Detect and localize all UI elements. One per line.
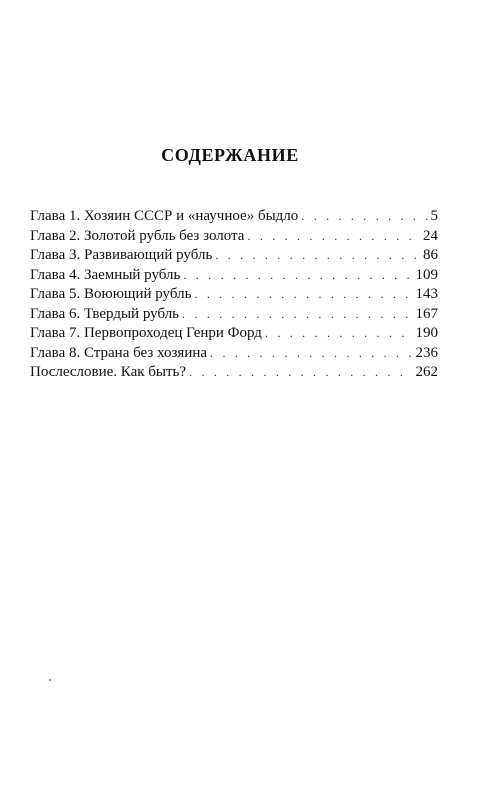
toc-entry-page: 143 (415, 286, 438, 302)
toc-entry-title: Глава 8. Страна без хозяина (30, 344, 208, 361)
dot-leader (183, 268, 412, 283)
toc-entry (30, 286, 438, 306)
table-of-contents (30, 208, 438, 384)
toc-entry-title: Глава 5. Воюющий рубль (30, 286, 192, 302)
toc-entry-page: 190 (415, 325, 438, 341)
toc-entry (30, 247, 438, 267)
dot-leader (215, 248, 420, 263)
page-title: СОДЕРЖАНИЕ (161, 145, 299, 166)
toc-entry (30, 267, 438, 287)
toc-entry-title: Глава 2. Золотой рубль без золота (30, 227, 245, 244)
toc-entry-page: 24 (423, 227, 438, 244)
toc-entry-page: 5 (430, 208, 438, 224)
toc-entry (30, 228, 438, 248)
dot-leader (247, 229, 420, 244)
toc-entry-title: Глава 7. Первопроходец Генри Форд (30, 325, 262, 341)
toc-entry-page: 236 (415, 344, 438, 361)
toc-entry-title: Глава 6. Твердый рубль (30, 305, 180, 322)
toc-entry (30, 208, 438, 228)
dot-leader (182, 307, 412, 322)
toc-entry-title: Глава 4. Заемный рубль (30, 266, 181, 283)
dot-leader (189, 365, 412, 380)
toc-entry (30, 364, 438, 384)
dot-leader (301, 209, 427, 224)
dot-leader (265, 326, 413, 341)
toc-entry (30, 345, 438, 365)
toc-entry-page: 167 (415, 305, 438, 322)
toc-entry (30, 325, 438, 345)
toc-entry (30, 306, 438, 326)
toc-entry-page: 262 (415, 364, 438, 380)
toc-entry-title: Глава 3. Развивающий рубль (30, 247, 213, 263)
print-speck (49, 679, 51, 681)
toc-entry-page: 109 (415, 266, 438, 283)
toc-entry-title: Глава 1. Хозяин СССР и «научное» быдло (30, 208, 299, 224)
dot-leader (210, 346, 412, 361)
toc-entry-title: Послесловие. Как быть? (30, 364, 187, 380)
toc-entry-page: 86 (423, 247, 438, 263)
dot-leader (194, 287, 412, 302)
